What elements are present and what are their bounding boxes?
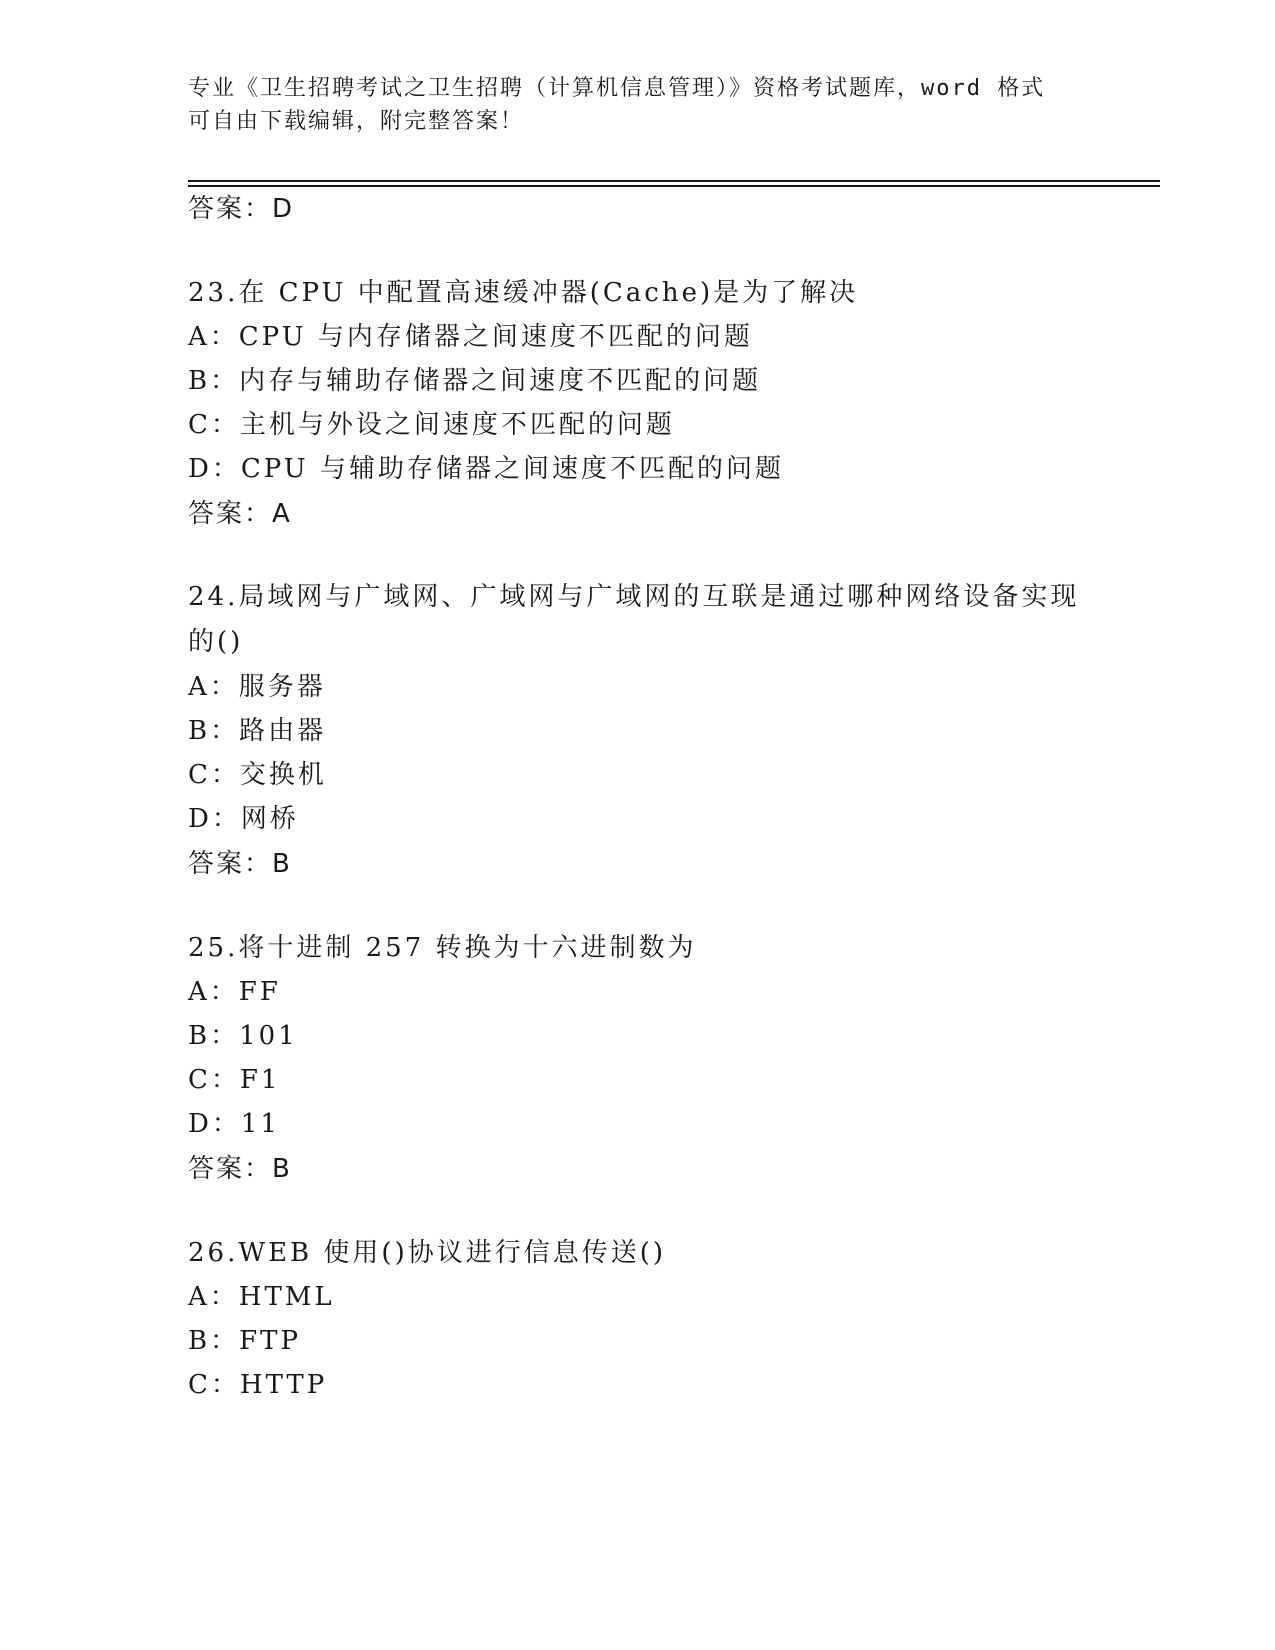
previous-answer: 答案：D bbox=[188, 194, 295, 224]
question-23-option-c: C：主机与外设之间速度不匹配的问题 bbox=[188, 410, 675, 440]
question-26-option-c: C：HTTP bbox=[188, 1370, 328, 1400]
question-23-text: 23.在 CPU 中配置高速缓冲器(Cache)是为了解决 bbox=[188, 278, 859, 308]
question-26-text: 26.WEB 使用()协议进行信息传送() bbox=[188, 1238, 666, 1268]
question-24-option-d: D：网桥 bbox=[188, 804, 299, 834]
question-25-text: 25.将十进制 257 转换为十六进制数为 bbox=[188, 933, 697, 963]
question-25-option-a: A：FF bbox=[188, 977, 281, 1007]
question-25-option-c: C：F1 bbox=[188, 1065, 281, 1095]
header-line-2: 可自由下载编辑，附完整答案！ bbox=[188, 109, 525, 134]
question-23-answer: 答案：A bbox=[188, 499, 292, 529]
question-23-option-d: D：CPU 与辅助存储器之间速度不匹配的问题 bbox=[188, 454, 784, 484]
question-24-option-b: B：路由器 bbox=[188, 716, 327, 746]
question-26-option-a: A：HTML bbox=[188, 1282, 335, 1312]
question-24-answer: 答案：B bbox=[188, 849, 292, 879]
question-26-option-b: B：FTP bbox=[188, 1326, 301, 1356]
question-24-text: 24.局域网与广域网、广域网与广域网的互联是通过哪种网络设备实现的() bbox=[188, 582, 1080, 657]
header-divider-bottom bbox=[188, 185, 1160, 187]
document-header bbox=[188, 72, 1088, 138]
question-25-option-b: B：101 bbox=[188, 1021, 298, 1051]
header-divider-top bbox=[188, 180, 1160, 182]
question-25-answer: 答案：B bbox=[188, 1154, 292, 1184]
question-23-option-a: A：CPU 与内存储器之间速度不匹配的问题 bbox=[188, 322, 753, 352]
header-line-1: 专业《卫生招聘考试之卫生招聘（计算机信息管理）》资格考试题库，word 格式 bbox=[188, 76, 1046, 101]
question-25-option-d: D：11 bbox=[188, 1109, 280, 1139]
question-24-option-a: A：服务器 bbox=[188, 672, 326, 702]
question-23-option-b: B：内存与辅助存储器之间速度不匹配的问题 bbox=[188, 366, 762, 396]
question-24-option-c: C：交换机 bbox=[188, 760, 327, 790]
